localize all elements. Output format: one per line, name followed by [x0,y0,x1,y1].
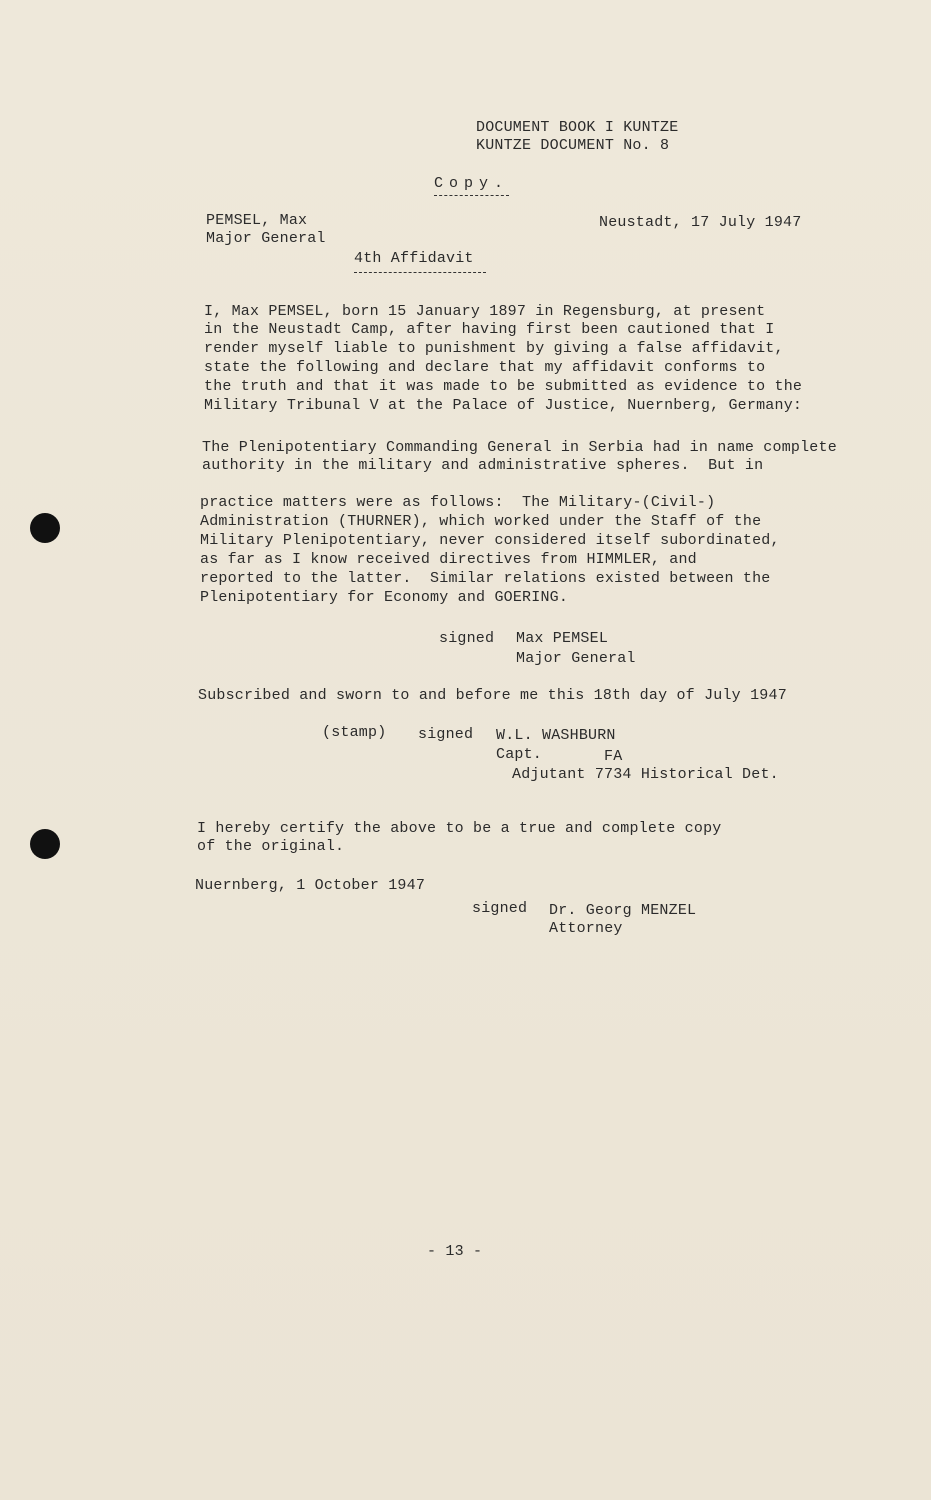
document-number-heading: KUNTZE DOCUMENT No. 8 [476,137,670,154]
officer-unit: Adjutant 7734 Historical Det. [512,766,779,783]
author-name: PEMSEL, Max [206,212,308,229]
sworn-statement: Subscribed and sworn to and before me this 18th day of July 1947 [198,687,787,704]
affidavit-title: 4th Affidavit [354,250,486,273]
text-line: Administration (THURNER), which worked under the Staff of the [200,513,762,530]
text-line: render myself liable to punishment by giving a false affidavit, [204,340,784,357]
punch-hole [30,513,60,543]
text-line: reported to the latter. Similar relations existed between the [200,570,771,587]
place-date: Neustadt, 17 July 1947 [599,214,802,231]
stamp-label: (stamp) [322,724,387,741]
attorney-role: Attorney [549,920,623,937]
certify-place-date: Nuernberg, 1 October 1947 [195,877,426,894]
signed-label: signed [472,900,528,917]
punch-hole [30,829,60,859]
signed-label: signed [418,726,474,743]
text-line: authority in the military and administrative spheres. But in [202,457,764,474]
signatory-rank: Major General [516,650,636,667]
signatory-name: Max PEMSEL [516,630,609,647]
text-line: the truth and that it was made to be submitted as evidence to the [204,378,803,395]
text-line: I, Max PEMSEL, born 15 January 1897 in Regensburg, at present [204,303,766,320]
text-line: Military Plenipotentiary, never considered itself subordinated, [200,532,780,549]
text-line: in the Neustadt Camp, after having first been cautioned that I [204,321,775,338]
text-line: state the following and declare that my affidavit conforms to [204,359,766,376]
certify-line-2: of the original. [197,838,345,855]
document-book-heading: DOCUMENT BOOK I KUNTZE [476,119,679,136]
text-line: as far as I know received directives from HIMMLER, and [200,551,697,568]
officer-branch: FA [604,748,623,765]
page-number: - 13 - [427,1243,483,1260]
attorney-name: Dr. Georg MENZEL [549,902,697,919]
signed-label: signed [439,630,495,647]
copy-label: Copy. [434,175,509,196]
author-rank: Major General [206,230,326,247]
text-line: Military Tribunal V at the Palace of Justice, Nuernberg, Germany: [204,397,803,414]
text-line: Plenipotentiary for Economy and GOERING. [200,589,569,606]
text-line: practice matters were as follows: The Military-(Civil-) [200,494,716,511]
officer-name: W.L. WASHBURN [496,727,616,744]
text-line: The Plenipotentiary Commanding General in Serbia had in name complete [202,439,837,456]
certify-line-1: I hereby certify the above to be a true and complete copy [197,820,722,837]
officer-rank: Capt. [496,746,543,763]
